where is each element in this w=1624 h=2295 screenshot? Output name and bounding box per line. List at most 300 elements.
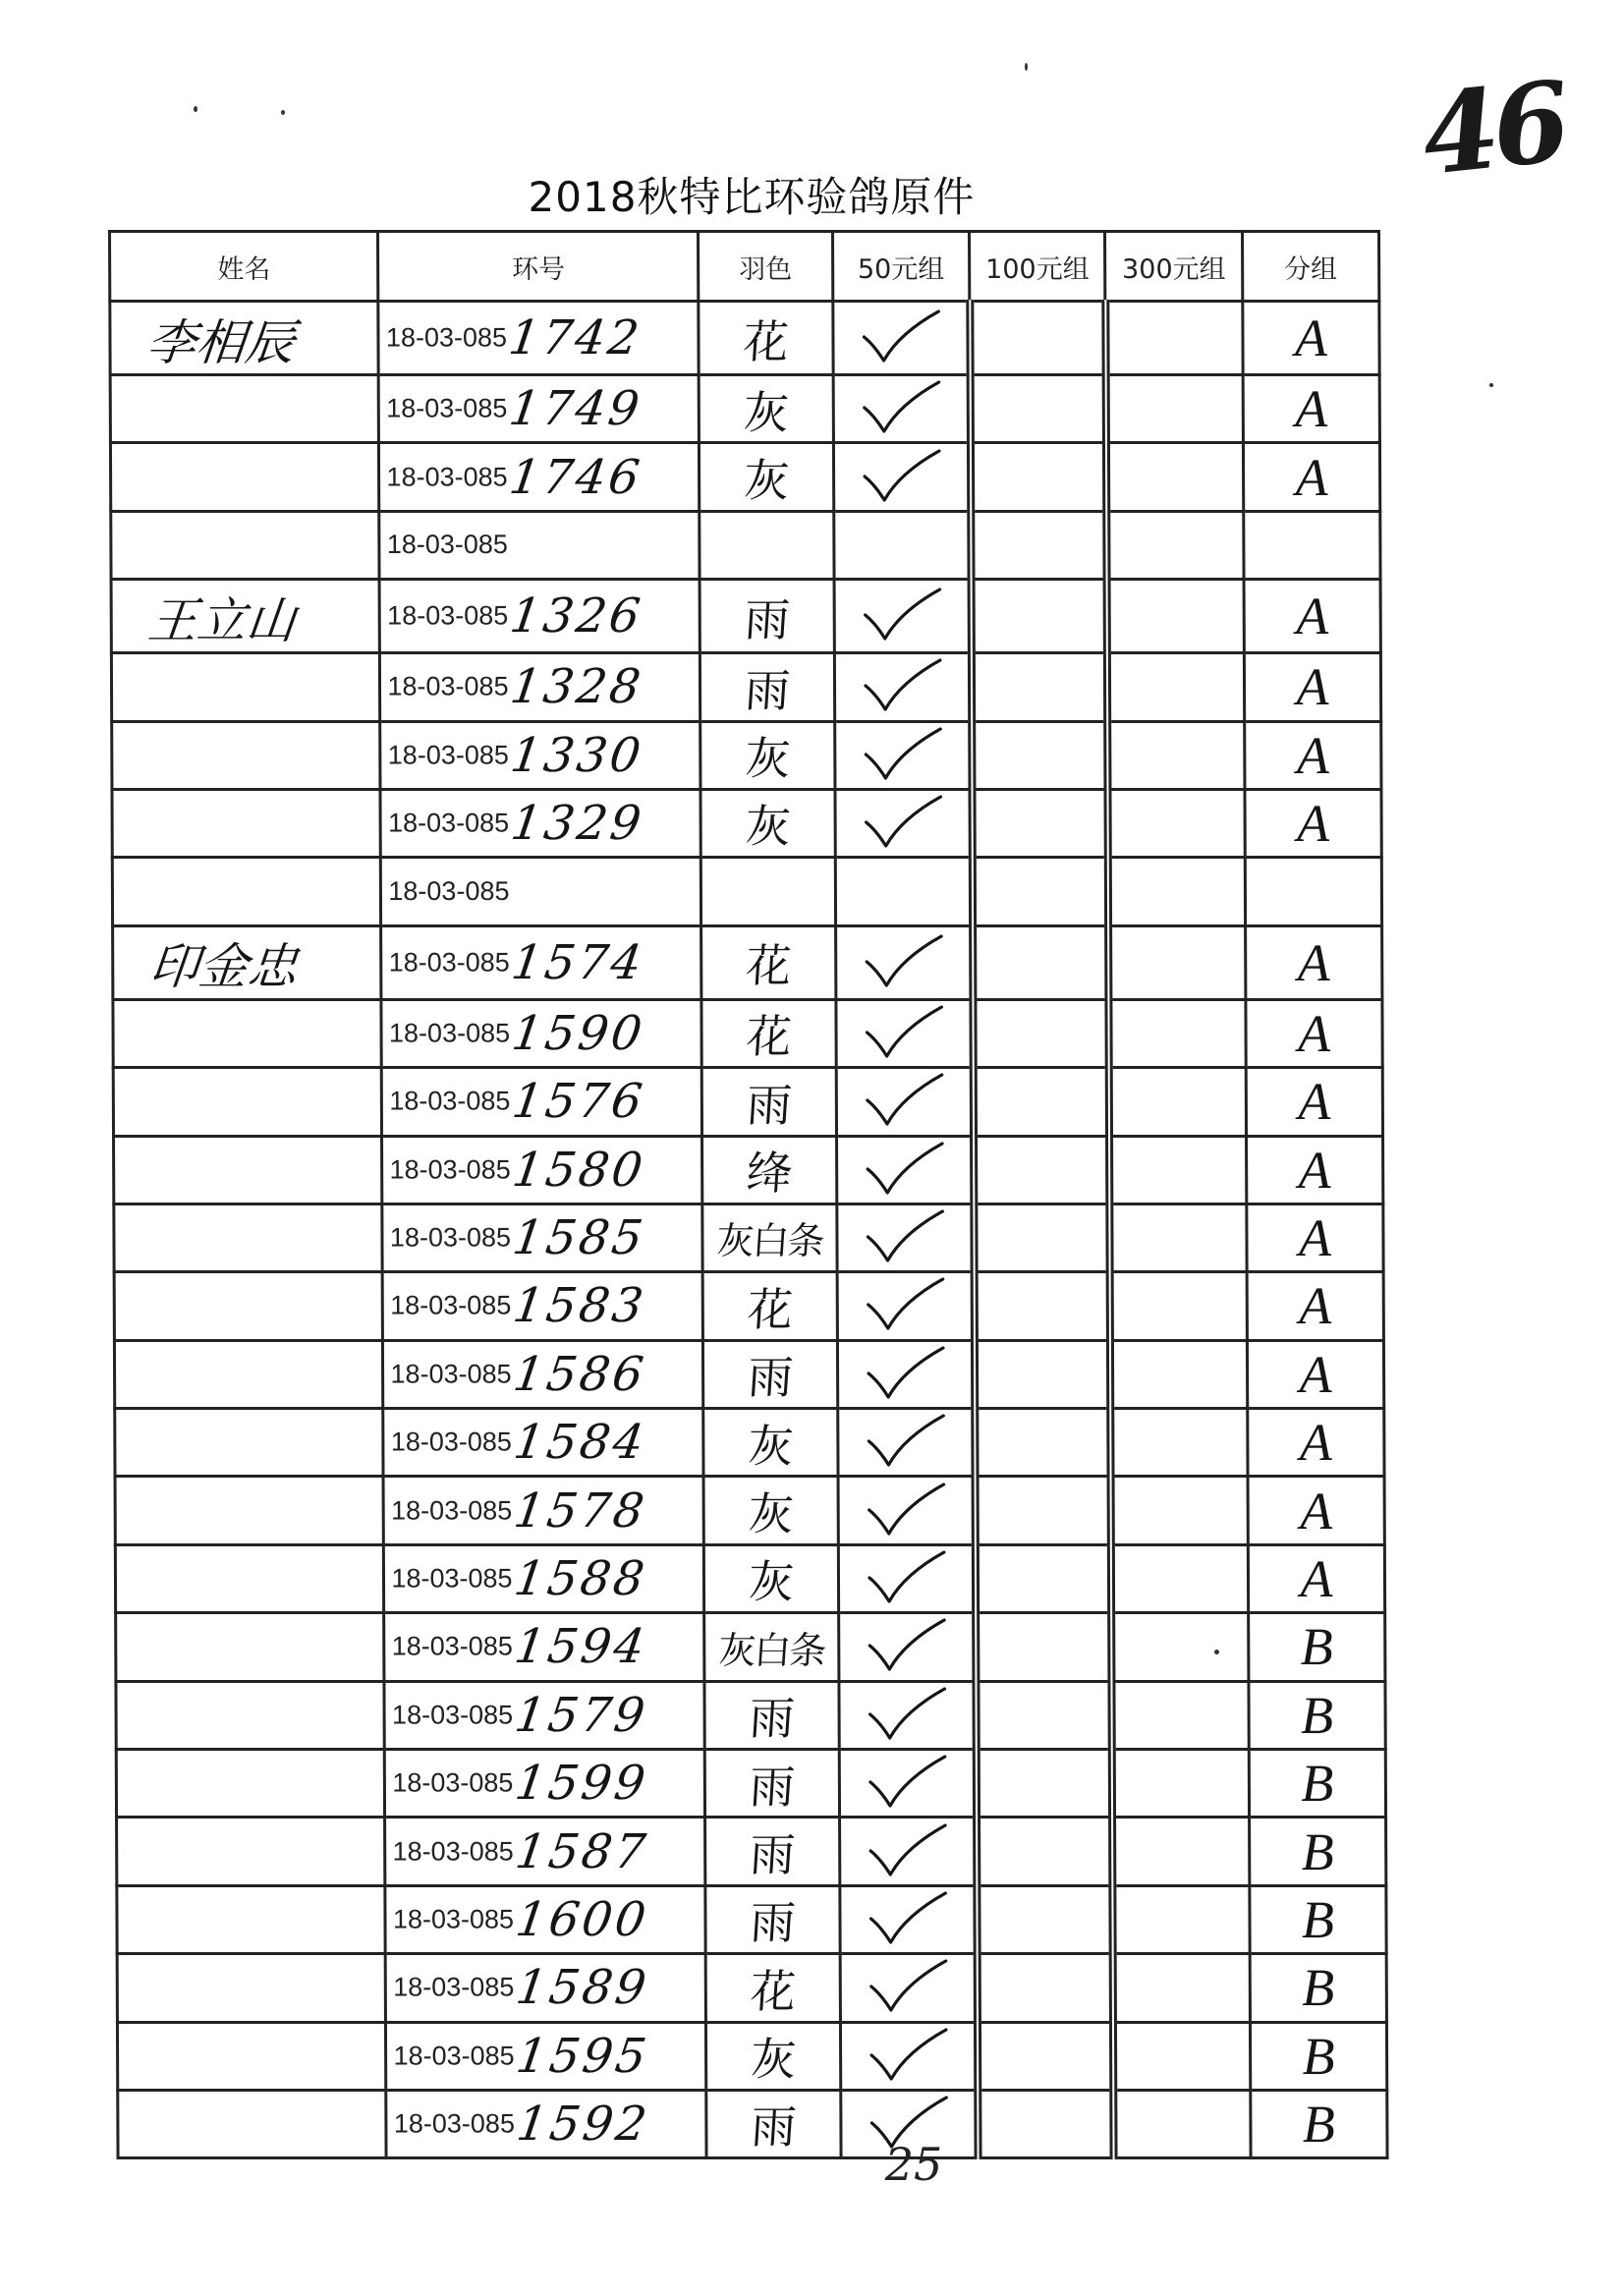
group-300-cell (1109, 1136, 1247, 1203)
ring-suffix: 1600 (512, 1892, 652, 1947)
table-row (110, 302, 1379, 375)
ring-prefix: 18-03-085 (389, 1154, 511, 1185)
checkmark-icon (861, 1344, 949, 1405)
ring-number-cell (382, 1203, 702, 1271)
owner-name-cell: 印金忠 (109, 925, 385, 999)
plumage-color-cell: 灰 (698, 443, 836, 511)
ring-number-cell (385, 1750, 705, 1818)
division-cell: B (1251, 2090, 1387, 2157)
group-50-cell (840, 2022, 977, 2090)
division-cell: A (1244, 653, 1380, 721)
ring-prefix: 18-03-085 (387, 740, 509, 770)
header-row (110, 232, 1379, 302)
group-300-cell (1110, 1409, 1248, 1477)
group-50-cell (838, 1409, 975, 1477)
table-row (117, 1885, 1386, 1953)
header-group-300: 300元组 (1105, 232, 1243, 302)
ring-number-cell (378, 302, 699, 375)
ring-prefix: 18-03-085 (391, 1495, 513, 1526)
checkmark-icon (863, 1889, 951, 1950)
group-50-cell (835, 721, 972, 789)
group-50-cell (837, 1340, 974, 1408)
corner-page-number: 46 (1416, 57, 1571, 200)
checkmark-icon (864, 2026, 952, 2087)
ring-prefix: 18-03-085 (390, 1290, 512, 1320)
ring-suffix: 1580 (508, 1142, 648, 1198)
ring-number-cell (379, 443, 700, 511)
plumage-color-cell: 雨 (698, 580, 836, 653)
checkmark-icon (858, 725, 946, 786)
group-50-cell (841, 2090, 978, 2157)
group-300-cell (1105, 302, 1243, 375)
group-100-cell (977, 1885, 1113, 1953)
group-100-cell (973, 999, 1109, 1067)
owner-name-cell (110, 999, 385, 1067)
ring-number-cell (386, 2022, 706, 2090)
group-300-cell (1107, 580, 1245, 653)
group-100-cell (976, 1750, 1112, 1818)
table-row (118, 2090, 1387, 2157)
ring-suffix: 1584 (510, 1415, 649, 1471)
owner-name-cell (113, 1750, 388, 1818)
group-50-cell (833, 443, 970, 511)
owner-name-cell (112, 1544, 387, 1612)
ring-prefix: 18-03-085 (388, 1018, 511, 1048)
division-cell: A (1246, 1068, 1382, 1136)
checkmark-icon (863, 1821, 951, 1882)
ring-prefix: 18-03-085 (392, 1836, 514, 1867)
group-50-cell (838, 1477, 975, 1544)
group-300-cell (1110, 1340, 1248, 1408)
plumage-color-cell: 雨 (704, 2090, 843, 2157)
plumage-color-cell: 雨 (700, 1068, 838, 1136)
ring-number-cell (385, 1818, 705, 1885)
plumage-color-cell: 绛 (700, 1136, 839, 1203)
owner-name-cell (107, 443, 382, 511)
ring-suffix: 1583 (509, 1278, 649, 1334)
ring-suffix: 1579 (511, 1687, 651, 1743)
table-row (111, 511, 1380, 579)
group-100-cell (974, 1203, 1110, 1271)
checkmark-icon (861, 1412, 949, 1473)
group-100-cell (978, 2090, 1114, 2157)
ring-suffix: 1586 (509, 1346, 649, 1402)
group-100-cell (975, 1544, 1111, 1612)
owner-name-cell (108, 721, 383, 789)
table-row (115, 1409, 1384, 1477)
ring-number-cell (385, 1885, 705, 1953)
checkmark-icon (858, 793, 946, 854)
group-100-cell (976, 1681, 1112, 1749)
ring-suffix: 1574 (507, 934, 647, 990)
ring-number-cell (382, 1136, 702, 1203)
table-row (116, 1750, 1385, 1818)
ring-suffix: 1585 (509, 1210, 648, 1266)
division-cell: A (1245, 721, 1381, 789)
division-cell: A (1247, 1203, 1383, 1271)
ring-prefix: 18-03-085 (387, 671, 509, 701)
division-cell: A (1248, 1409, 1384, 1477)
ring-suffix: 1330 (507, 727, 646, 783)
table-row (110, 443, 1379, 511)
group-300-cell (1113, 2022, 1251, 2090)
header-group-50: 50元组 (832, 232, 969, 302)
ring-prefix: 18-03-085 (386, 393, 508, 423)
owner-name-cell (111, 1409, 386, 1477)
group-50-cell (835, 858, 972, 925)
group-300-cell (1107, 653, 1245, 721)
owner-name-cell (111, 1340, 386, 1408)
group-300-cell (1111, 1613, 1249, 1681)
group-50-cell (840, 1954, 977, 2022)
ring-prefix: 18-03-085 (390, 1427, 512, 1457)
group-100-cell (972, 858, 1108, 925)
group-300-cell (1106, 375, 1244, 443)
group-100-cell (975, 1409, 1111, 1477)
checkmark-icon (858, 656, 946, 717)
ring-suffix: 1594 (511, 1619, 650, 1675)
group-300-cell (1108, 925, 1246, 999)
group-100-cell (977, 1818, 1113, 1885)
table-row (111, 580, 1380, 653)
ring-prefix: 18-03-085 (388, 876, 510, 907)
ring-prefix: 18-03-085 (390, 1359, 512, 1389)
owner-name-cell (107, 375, 382, 443)
group-100-cell (976, 1613, 1112, 1681)
scan-speck (1025, 63, 1028, 71)
pigeon-ring-table (108, 230, 1389, 2159)
group-300-cell (1110, 1272, 1248, 1340)
checkmark-icon (862, 1616, 950, 1677)
division-cell: A (1247, 1272, 1383, 1340)
group-300-cell (1109, 1203, 1247, 1271)
plumage-color-cell: 雨 (701, 1340, 840, 1408)
plumage-color-cell: 灰 (704, 2022, 843, 2090)
group-100-cell (974, 1340, 1110, 1408)
owner-name-cell (109, 858, 384, 925)
ring-number-cell (384, 1681, 704, 1749)
plumage-color-cell: 灰 (701, 1477, 840, 1544)
division-cell: B (1249, 1818, 1385, 1885)
ring-suffix: 1742 (505, 310, 644, 365)
division-cell: A (1243, 302, 1379, 375)
checkmark-icon (861, 1481, 949, 1541)
division-cell: A (1244, 580, 1380, 653)
owner-name-cell (109, 789, 384, 857)
table-row (112, 721, 1381, 789)
ring-prefix: 18-03-085 (386, 530, 508, 560)
scan-speck (1489, 383, 1493, 387)
owner-name-cell (113, 1681, 388, 1749)
group-50-cell (836, 999, 973, 1067)
group-300-cell (1110, 1477, 1248, 1544)
checkmark-icon (862, 1548, 950, 1609)
division-cell: B (1250, 2022, 1386, 2090)
ring-number-cell (381, 925, 701, 999)
page-title: 2018秋特比环验鸽原件 (528, 173, 976, 221)
group-100-cell (973, 925, 1109, 999)
plumage-color-cell: 灰 (702, 1544, 841, 1612)
ring-suffix: 1328 (506, 659, 646, 715)
group-50-cell (839, 1818, 976, 1885)
division-cell: A (1245, 925, 1381, 999)
plumage-color-cell: 雨 (699, 653, 837, 721)
header-ring: 环号 (378, 232, 699, 302)
plumage-color-cell: 灰白条 (702, 1613, 841, 1681)
ring-suffix: 1592 (513, 2097, 652, 2153)
group-50-cell (834, 511, 971, 579)
ring-number-cell (381, 999, 701, 1067)
group-50-cell (834, 580, 971, 653)
checkmark-icon (864, 2094, 952, 2155)
group-300-cell (1107, 721, 1245, 789)
plumage-color-cell: 花 (700, 999, 838, 1067)
page-number: 25 (884, 2138, 943, 2191)
plumage-color-cell: 雨 (702, 1681, 841, 1749)
plumage-color-cell: 雨 (702, 1750, 841, 1818)
division-cell (1245, 858, 1381, 925)
group-300-cell (1112, 1885, 1250, 1953)
ring-prefix: 18-03-085 (393, 1972, 515, 2002)
scan-speck (1214, 1650, 1219, 1654)
scan-speck (281, 110, 285, 115)
group-300-cell (1107, 789, 1245, 857)
ring-suffix: 1588 (510, 1551, 650, 1607)
table-row (117, 1954, 1386, 2022)
table-row (114, 1340, 1383, 1408)
checkmark-icon (862, 1685, 950, 1746)
ring-suffix: 1578 (510, 1483, 650, 1539)
checkmark-icon (857, 447, 945, 508)
table-row (113, 999, 1382, 1067)
checkmark-icon (856, 308, 944, 368)
ring-prefix: 18-03-085 (393, 2041, 515, 2071)
ring-prefix: 18-03-085 (388, 947, 510, 978)
division-cell (1244, 511, 1380, 579)
ring-prefix: 18-03-085 (385, 322, 508, 353)
table-row (117, 1818, 1386, 1885)
owner-name-cell (114, 2022, 389, 2090)
group-100-cell (971, 511, 1107, 579)
group-300-cell (1106, 443, 1244, 511)
owner-name-cell (114, 1885, 389, 1953)
group-50-cell (833, 375, 970, 443)
plumage-color-cell (700, 858, 838, 925)
ring-number-cell (381, 858, 701, 925)
ring-prefix: 18-03-085 (386, 462, 508, 492)
ring-prefix: 18-03-085 (391, 1700, 514, 1730)
plumage-color-cell: 灰 (699, 721, 837, 789)
group-50-cell (840, 1885, 977, 1953)
owner-name-cell (112, 1613, 387, 1681)
group-300-cell (1112, 1750, 1250, 1818)
checkmark-icon (859, 932, 947, 993)
ring-suffix: 1587 (511, 1823, 651, 1879)
group-300-cell (1106, 511, 1244, 579)
checkmark-icon (860, 1140, 948, 1201)
plumage-color-cell: 灰白条 (700, 1203, 839, 1271)
ring-number-cell (379, 511, 700, 579)
division-cell: B (1249, 1613, 1385, 1681)
owner-name-cell (110, 1068, 385, 1136)
division-cell: A (1248, 1477, 1384, 1544)
group-300-cell (1112, 1818, 1250, 1885)
division-cell: A (1243, 375, 1379, 443)
ring-prefix: 18-03-085 (391, 1631, 513, 1661)
group-100-cell (977, 1954, 1113, 2022)
owner-name-cell (113, 1818, 388, 1885)
ring-suffix: 1595 (512, 2028, 652, 2084)
table-row (115, 1477, 1384, 1544)
division-cell: A (1246, 1136, 1382, 1203)
table-row (116, 1613, 1385, 1681)
division-cell: A (1243, 443, 1379, 511)
plumage-color-cell: 花 (697, 302, 835, 375)
owner-name-cell (114, 1954, 389, 2022)
owner-name-cell (110, 1136, 385, 1203)
plumage-color-cell: 花 (700, 925, 838, 999)
group-50-cell (838, 1544, 975, 1612)
group-100-cell (975, 1477, 1111, 1544)
plumage-color-cell: 灰 (701, 1409, 840, 1477)
checkmark-icon (863, 1957, 951, 2018)
group-50-cell (839, 1613, 976, 1681)
plumage-color-cell: 雨 (703, 1885, 842, 1953)
header-group-100: 100元组 (970, 232, 1106, 302)
ring-prefix: 18-03-085 (387, 600, 509, 631)
group-300-cell (1108, 858, 1246, 925)
ring-number-cell (383, 1409, 703, 1477)
plumage-color-cell: 灰 (699, 789, 837, 857)
division-cell: B (1250, 1885, 1386, 1953)
group-100-cell (974, 1136, 1110, 1203)
group-100-cell (972, 721, 1108, 789)
table-row (114, 1136, 1383, 1203)
ring-number-cell (379, 375, 700, 443)
ring-suffix: 1749 (505, 381, 645, 437)
ring-suffix: 1599 (511, 1756, 651, 1812)
table-row (117, 2022, 1386, 2090)
group-100-cell (971, 580, 1107, 653)
owner-name-cell (114, 2090, 389, 2157)
group-50-cell (835, 925, 972, 999)
ring-number-cell (380, 789, 700, 857)
ring-number-cell (386, 2090, 706, 2157)
group-100-cell (970, 302, 1106, 375)
table-row (112, 858, 1381, 925)
checkmark-icon (859, 1003, 947, 1064)
group-300-cell (1109, 1068, 1247, 1136)
table-row (113, 925, 1382, 999)
ring-number-cell (380, 721, 700, 789)
ring-suffix: 1576 (508, 1074, 648, 1130)
checkmark-icon (860, 1275, 948, 1336)
group-100-cell (973, 1068, 1109, 1136)
group-100-cell (977, 2022, 1113, 2090)
table-row (113, 1068, 1382, 1136)
group-300-cell (1113, 1954, 1251, 2022)
owner-name-cell: 李相辰 (106, 302, 382, 375)
ring-number-cell (383, 1272, 703, 1340)
group-50-cell (839, 1750, 976, 1818)
table-row (114, 1203, 1383, 1271)
division-cell: A (1246, 999, 1382, 1067)
plumage-color-cell: 雨 (703, 1818, 842, 1885)
checkmark-icon (859, 1071, 947, 1132)
ring-prefix: 18-03-085 (389, 1086, 511, 1116)
group-50-cell (835, 789, 972, 857)
ring-number-cell (379, 580, 700, 653)
table-row (115, 1544, 1384, 1612)
group-50-cell (836, 1136, 973, 1203)
ring-number-cell (380, 653, 700, 721)
ring-prefix: 18-03-085 (393, 2108, 516, 2139)
ring-prefix: 18-03-085 (392, 1904, 515, 1934)
table-row (116, 1681, 1385, 1749)
table-row (112, 789, 1381, 857)
ring-prefix: 18-03-085 (389, 1222, 512, 1253)
owner-name-cell (112, 1477, 387, 1544)
division-cell: B (1249, 1750, 1385, 1818)
plumage-color-cell: 花 (703, 1954, 842, 2022)
group-50-cell (837, 1203, 974, 1271)
group-50-cell (834, 653, 971, 721)
group-50-cell (839, 1681, 976, 1749)
owner-name-cell (111, 1272, 386, 1340)
division-cell: B (1250, 1954, 1386, 2022)
header-color: 羽色 (699, 232, 833, 302)
table-row (114, 1272, 1383, 1340)
group-100-cell (972, 789, 1108, 857)
division-cell: A (1247, 1340, 1383, 1408)
checkmark-icon (860, 1207, 948, 1268)
ring-number-cell (384, 1544, 704, 1612)
ring-suffix: 1329 (507, 796, 647, 852)
plumage-color-cell (698, 511, 836, 579)
checkmark-icon (856, 378, 944, 439)
ring-number-cell (384, 1613, 704, 1681)
group-300-cell (1111, 1544, 1249, 1612)
checkmark-icon (862, 1753, 950, 1814)
ring-number-cell (383, 1340, 703, 1408)
table-body (110, 302, 1387, 2158)
ring-number-cell (383, 1477, 703, 1544)
group-300-cell (1113, 2090, 1251, 2157)
checkmark-icon (857, 586, 945, 646)
group-100-cell (970, 443, 1106, 511)
group-300-cell (1111, 1681, 1249, 1749)
owner-name-cell (108, 653, 383, 721)
group-100-cell (971, 653, 1107, 721)
ring-prefix: 18-03-085 (392, 1767, 514, 1798)
ring-suffix: 1590 (508, 1005, 648, 1061)
owner-name-cell: 王立山 (107, 580, 383, 653)
group-50-cell (833, 302, 970, 375)
division-cell: A (1245, 789, 1381, 857)
ring-prefix: 18-03-085 (387, 808, 510, 838)
division-cell: A (1248, 1544, 1384, 1612)
plumage-color-cell: 灰 (697, 375, 835, 443)
header-division: 分组 (1242, 232, 1378, 302)
ring-prefix: 18-03-085 (391, 1563, 513, 1594)
plumage-color-cell: 花 (700, 1272, 839, 1340)
table-row (110, 375, 1379, 443)
division-cell: B (1249, 1681, 1385, 1749)
group-100-cell (970, 375, 1106, 443)
ring-suffix: 1326 (506, 588, 646, 644)
group-100-cell (974, 1272, 1110, 1340)
header-name: 姓名 (110, 232, 379, 302)
